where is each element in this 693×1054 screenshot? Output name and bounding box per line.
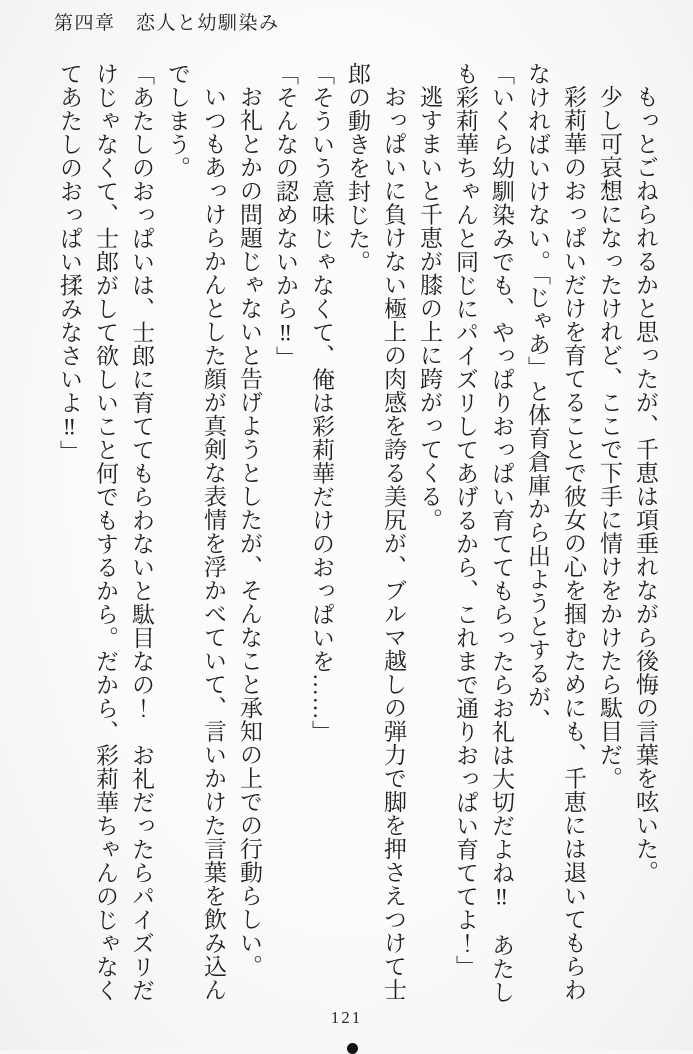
paragraph: 少し可哀想になったけれど、ここで下手に情けをかけたら駄目だ。 — [597, 85, 622, 790]
paragraph: 「そんなの認めないから‼」 — [273, 62, 298, 370]
page-text-body — [39, 62, 663, 1012]
bottom-dot — [347, 1043, 358, 1054]
chapter-header: 第四章 恋人と幼馴染み — [54, 13, 280, 34]
paragraph: お礼とかの問題じゃないと告げようとしたが、そんなこと承知の上での行動らしい。 — [237, 85, 262, 978]
paragraph: いつもあっけらかんとした顔が真剣な表情を浮かべていて、言いかけた言葉を飲み込んでしまう。 — [165, 62, 226, 1002]
paragraph: 「そういう意味じゃなくて、俺は彩莉華だけのおっぱいを……」 — [309, 62, 334, 744]
paragraph: おっぱいに負けない極上の肉感を誇る美尻が、ブルマ越しの弾力で脚を押さえつけて士郎の動きを封じた。 — [345, 62, 406, 1002]
page-number: 121 — [330, 1008, 363, 1027]
paragraph: 彩莉華のおっぱいだけを育てることで彼女の心を掴むためにも、千恵には退いてもらわなければいけない。「じゃあ」と体育倉庫から出ようとするが、 — [525, 62, 586, 1002]
paragraph: 逃すまいと千恵が膝の上に跨がってくる。 — [417, 85, 442, 532]
paragraph: もっとごねられるかと思ったが、千恵は項垂れながら後悔の言葉を呟いた。 — [633, 85, 658, 884]
paragraph: 「いくら幼馴染みでも、やっぱりおっぱい育ててもらったらお礼は大切だよね‼ あたしも彩莉華ちゃんと同じにパイズリしてあげるから、これまで通りおっぱい育ててよ！」 — [453, 62, 514, 1004]
paragraph: 「あたしのおっぱいは、士郎に育ててもらわないと駄目なの！ お礼だったらパイズリだけじゃなくて、士郎がして欲しいこと何でもするから。だから、彩莉華ちゃんのじゃなくてあたしのおっぱい揉みなさいよ‼」 — [57, 62, 154, 1002]
